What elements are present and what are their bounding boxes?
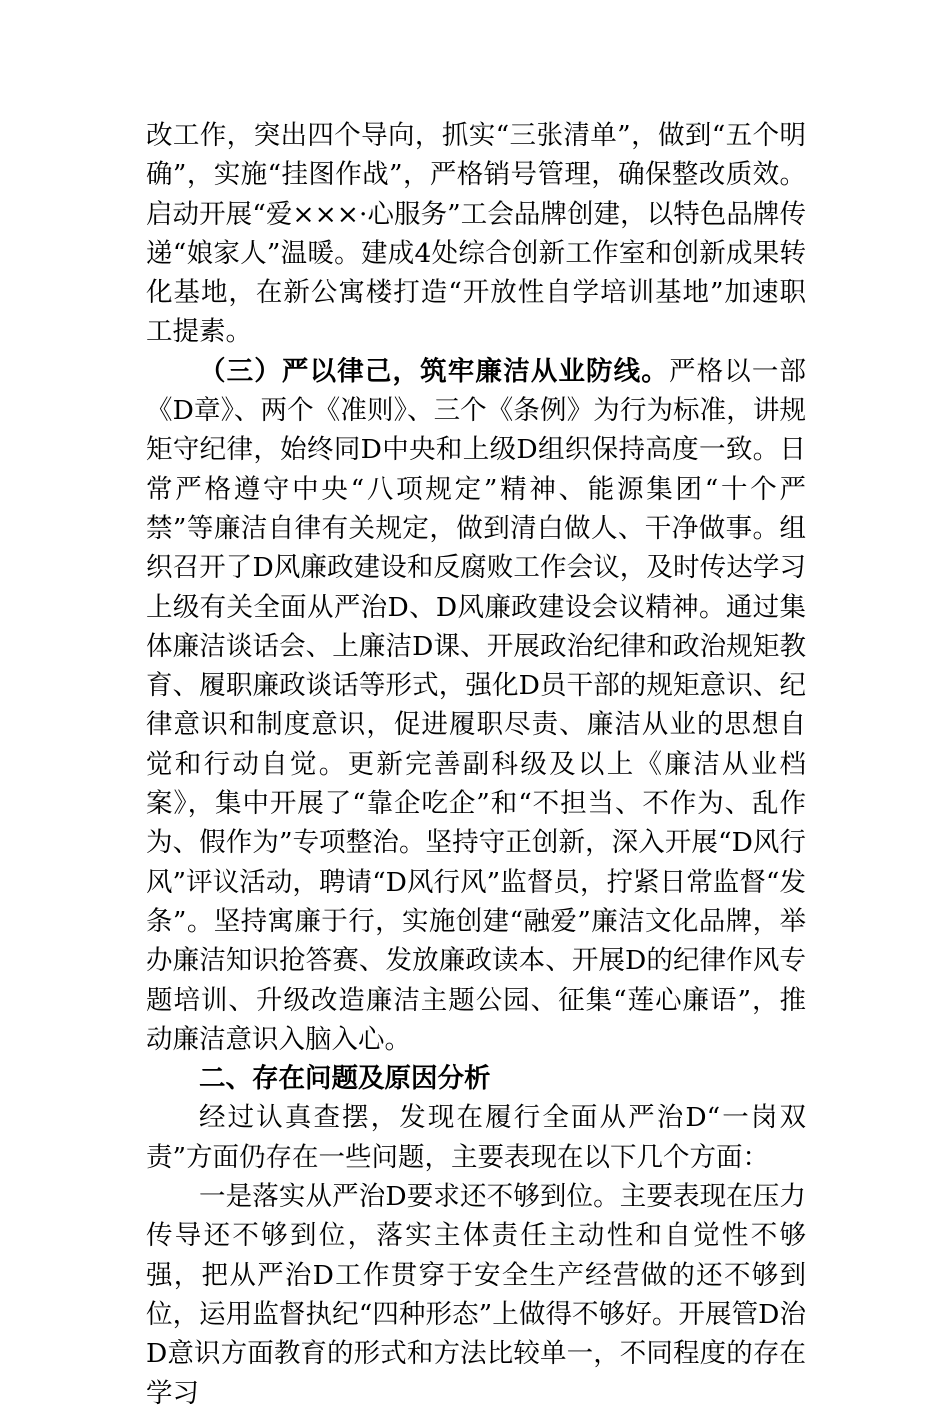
paragraph-section-three (146, 352, 806, 1059)
paragraph-problems-intro: 经过认真查摆，发现在履行全面从严治D“一岗双责”方面仍存在一些问题，主要表现在以下几个方面： (146, 1102, 806, 1173)
paragraph-continuation: 改工作，突出四个导向，抓实“三张清单”，做到“五个明确”，实施“挂图作战”，严格销号管理，确保整改质效。启动开展“爱×××·心服务”工会品牌创建，以特色品牌传递“娘家人”温暖。建成4处综合创新工作室和创新成果转化基地，在新公寓楼打造“开放性自学培训基地”加速职工提素。 (146, 120, 806, 348)
document-page (146, 116, 806, 1413)
section-three-body: 严格以一部《D章》、两个《准则》、三个《条例》为行为标准，讲规矩守纪律，始终同D中央和上级D组织保持高度一致。日常严格遵守中央“八项规定”精神、能源集团“十个严禁”等廉洁自律有关规定，做到清白做人、干净做事。组织召开了D风廉政建设和反腐败工作会议，及时传达学习上级有关全面从严治D、D风廉政建设会议精神。通过集体廉洁谈话会、上廉洁D课、开展政治纪律和政治规矩教育、履职廉政谈话等形式，强化D员干部的规矩意识、纪律意识和制度意识，促进履职尽责、廉洁从业的思想自觉和行动自觉。更新完善副科级及以上《廉洁从业档案》，集中开展了“靠企吃企”和“不担当、不作为、乱作为、假作为”专项整治。坚持守正创新，深入开展“D风行风”评议活动，聘请“D风行风”监督员，拧紧日常监督“发条”。坚持寓廉于行，实施创建“融爱”廉洁文化品牌，举办廉洁知识抢答赛、发放廉政读本、开展D的纪律作风专题培训、升级改造廉洁主题公园、征集“莲心廉语”，推动廉洁意识入脑入心。 (146, 355, 807, 1055)
paragraph-problem-one: 一是落实从严治D要求还不够到位。主要表现在压力传导还不够到位，落实主体责任主动性和自觉性不够强，把从严治D工作贯穿于安全生产经营做的还不够到位，运用监督执纪“四种形态”上做得不够好。开展管D治D意识方面教育的形式和方法比较单一，不同程度的存在学习 (146, 1181, 806, 1409)
section-heading-problems: 二、存在问题及原因分析 (199, 1063, 491, 1095)
section-three-lead: （三）严以律己，筑牢廉洁从业防线。 (199, 355, 669, 387)
